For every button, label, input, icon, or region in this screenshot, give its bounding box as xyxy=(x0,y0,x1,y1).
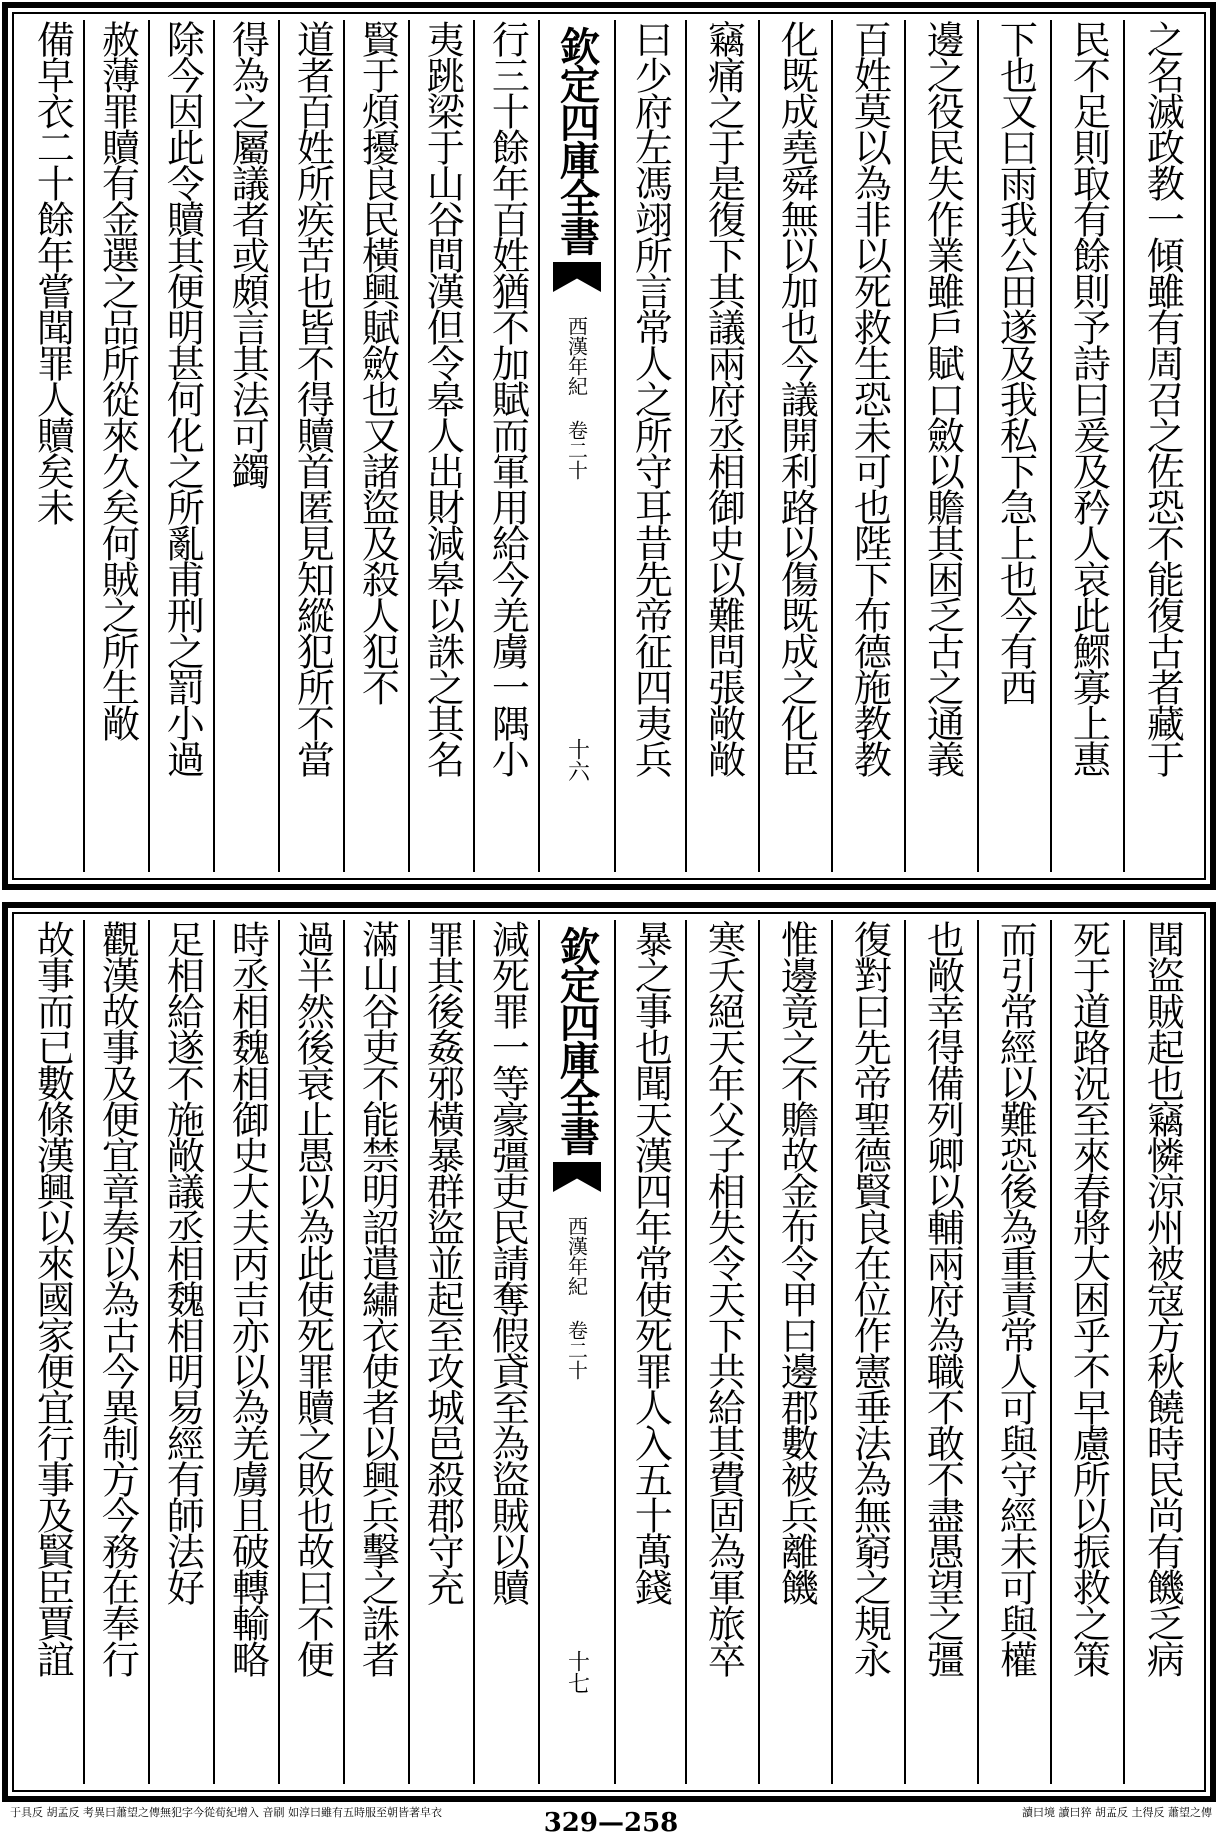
column-text: 赦薄罪贖有金選之品所從來久矣何賊之所生敞 xyxy=(95,20,140,740)
text-column xyxy=(1125,20,1198,872)
text-column xyxy=(410,20,475,872)
note: 考異曰蕭望之傳無犯字今從荀紀增入 xyxy=(83,1806,259,1819)
fishtail-mark xyxy=(553,262,601,292)
note: 蕭望之傳 xyxy=(1168,1806,1212,1819)
text-column xyxy=(20,920,85,1784)
note: 如淳曰雖有五時服至朝皆著皁衣 xyxy=(288,1806,442,1819)
column-text: 也敞幸得備列卿以輔兩府為職不敢不盡愚望之彊 xyxy=(920,920,965,1676)
page-footer-number: 329—258 xyxy=(543,1808,679,1838)
column-text: 道者百姓所疾苦也皆不得贖首匿見知縱犯所不當 xyxy=(290,20,335,776)
note: 胡孟反 xyxy=(1095,1806,1128,1819)
column-text: 民不足則取有餘則予詩曰爰及矜人哀此鰥寡上惠 xyxy=(1066,20,1111,776)
text-column xyxy=(20,20,85,872)
text-column xyxy=(215,20,280,872)
book-title: 欽定四庫全書 xyxy=(553,26,601,254)
page-number: 十六 xyxy=(564,738,590,782)
page-number: 十七 xyxy=(564,1650,590,1694)
note: 音刷 xyxy=(262,1806,285,1819)
column-text: 復對曰先帝聖德賢良在位作憲垂法為無窮之規永 xyxy=(847,920,892,1676)
text-column xyxy=(475,920,540,1784)
text-column xyxy=(833,920,906,1784)
column-text: 暴之事也聞天漢四年常使死罪人入五十萬錢 xyxy=(628,920,673,1604)
text-column xyxy=(906,20,979,872)
text-column xyxy=(410,920,475,1784)
column-text: 得為之屬議者或頗言其法可蠲 xyxy=(225,20,270,488)
text-column xyxy=(979,20,1052,872)
text-column xyxy=(614,920,687,1784)
column-text: 寒夭絕天年父子相失令天下共給其費固為軍旅卒 xyxy=(701,920,746,1676)
column-text: 除今因此令贖其便明甚何化之所亂甫刑之罰小過 xyxy=(160,20,205,776)
column-text: 故事而已數條漢興以來國家便宜行事及賢臣賈誼 xyxy=(30,920,75,1676)
text-column xyxy=(760,920,833,1784)
text-column xyxy=(150,20,215,872)
column-text: 邊之役民失作業雖戶賦口斂以贍其困乏古之通義 xyxy=(920,20,965,776)
column-text: 備皁衣二十餘年嘗聞罪人贖矣未 xyxy=(30,20,75,524)
text-column xyxy=(85,920,150,1784)
column-text: 之名滅政教一傾雖有周召之佐恐不能復古者藏于 xyxy=(1140,20,1185,776)
column-text: 惟邊竟之不贍故金布令甲曰邊郡數被兵離饑 xyxy=(774,920,819,1604)
note: 土得反 xyxy=(1131,1806,1165,1819)
column-text: 減死罪一等豪彊吏民請奪假貣至為盜賊以贖 xyxy=(485,920,530,1604)
column-text: 百姓莫以為非以死救生恐未可也陛下布德施教教 xyxy=(847,20,892,776)
text-column xyxy=(687,20,760,872)
book-title: 欽定四庫全書 xyxy=(553,926,601,1154)
note: 胡孟反 xyxy=(46,1806,80,1819)
text-column xyxy=(614,20,687,872)
fishtail-mark xyxy=(553,1162,601,1192)
column-text: 罪其後姦邪橫暴群盜並起至攻城邑殺郡守充 xyxy=(420,920,465,1604)
text-column xyxy=(280,920,345,1784)
text-column xyxy=(85,20,150,872)
column-text: 而引常經以難恐後為重責常人可與守經未可與權 xyxy=(993,920,1038,1676)
column-text: 下也又曰雨我公田遂及我私下急上也今有西 xyxy=(993,20,1038,704)
bottom-folio xyxy=(2,902,1216,1802)
center-fold xyxy=(540,20,616,872)
note: 于具反 xyxy=(10,1806,43,1819)
center-fold xyxy=(540,920,616,1784)
text-column xyxy=(687,920,760,1784)
text-column xyxy=(150,920,215,1784)
text-column xyxy=(906,920,979,1784)
volume-label: 西漢年紀 卷二十 xyxy=(564,1216,589,1380)
top-folio xyxy=(2,2,1216,890)
column-text: 行三十餘年百姓猶不加賦而軍用給今羌虜一隅小 xyxy=(485,20,530,776)
column-text: 化既成堯舜無以加也今議開利路以傷既成之化臣 xyxy=(774,20,819,776)
note: 讀曰境 xyxy=(1022,1806,1055,1819)
column-text: 賢于煩擾良民橫興賦斂也又諸盜及殺人犯不 xyxy=(355,20,400,704)
text-column xyxy=(280,20,345,872)
text-column xyxy=(215,920,280,1784)
column-text: 時丞相魏相御史大夫丙吉亦以為羌虜且破轉輸略 xyxy=(225,920,270,1676)
text-column xyxy=(1125,920,1198,1784)
text-column xyxy=(833,20,906,872)
text-column xyxy=(1052,20,1125,872)
text-column xyxy=(345,920,410,1784)
text-column xyxy=(1052,920,1125,1784)
note: 讀曰猝 xyxy=(1058,1806,1092,1819)
column-text: 曰少府左馮翊所言常人之所守耳昔先帝征四夷兵 xyxy=(628,20,673,776)
column-text: 觀漢故事及便宜章奏以為古今異制方今務在奉行 xyxy=(95,920,140,1676)
column-text: 死于道路況至來春將大困乎不早慮所以振救之策 xyxy=(1066,920,1111,1676)
text-column xyxy=(345,20,410,872)
column-text: 過半然後衰止愚以為此使死罪贖之敗也故曰不便 xyxy=(290,920,335,1676)
text-column xyxy=(475,20,540,872)
column-text: 竊痛之于是復下其議兩府丞相御史以難問張敞敞 xyxy=(701,20,746,776)
column-text: 滿山谷吏不能禁明詔遣繡衣使者以興兵擊之誅者 xyxy=(355,920,400,1676)
column-text: 聞盜賊起也竊憐涼州被寇方秋饒時民尚有饑乏病 xyxy=(1140,920,1185,1676)
text-column xyxy=(760,20,833,872)
text-column xyxy=(979,920,1052,1784)
column-text: 足相給遂不施敞議丞相魏相明易經有師法好 xyxy=(160,920,205,1604)
column-text: 夷跳梁于山谷間漢但令皋人出財減皋以誅之其名 xyxy=(420,20,465,776)
volume-label: 西漢年紀 卷二十 xyxy=(564,316,589,480)
